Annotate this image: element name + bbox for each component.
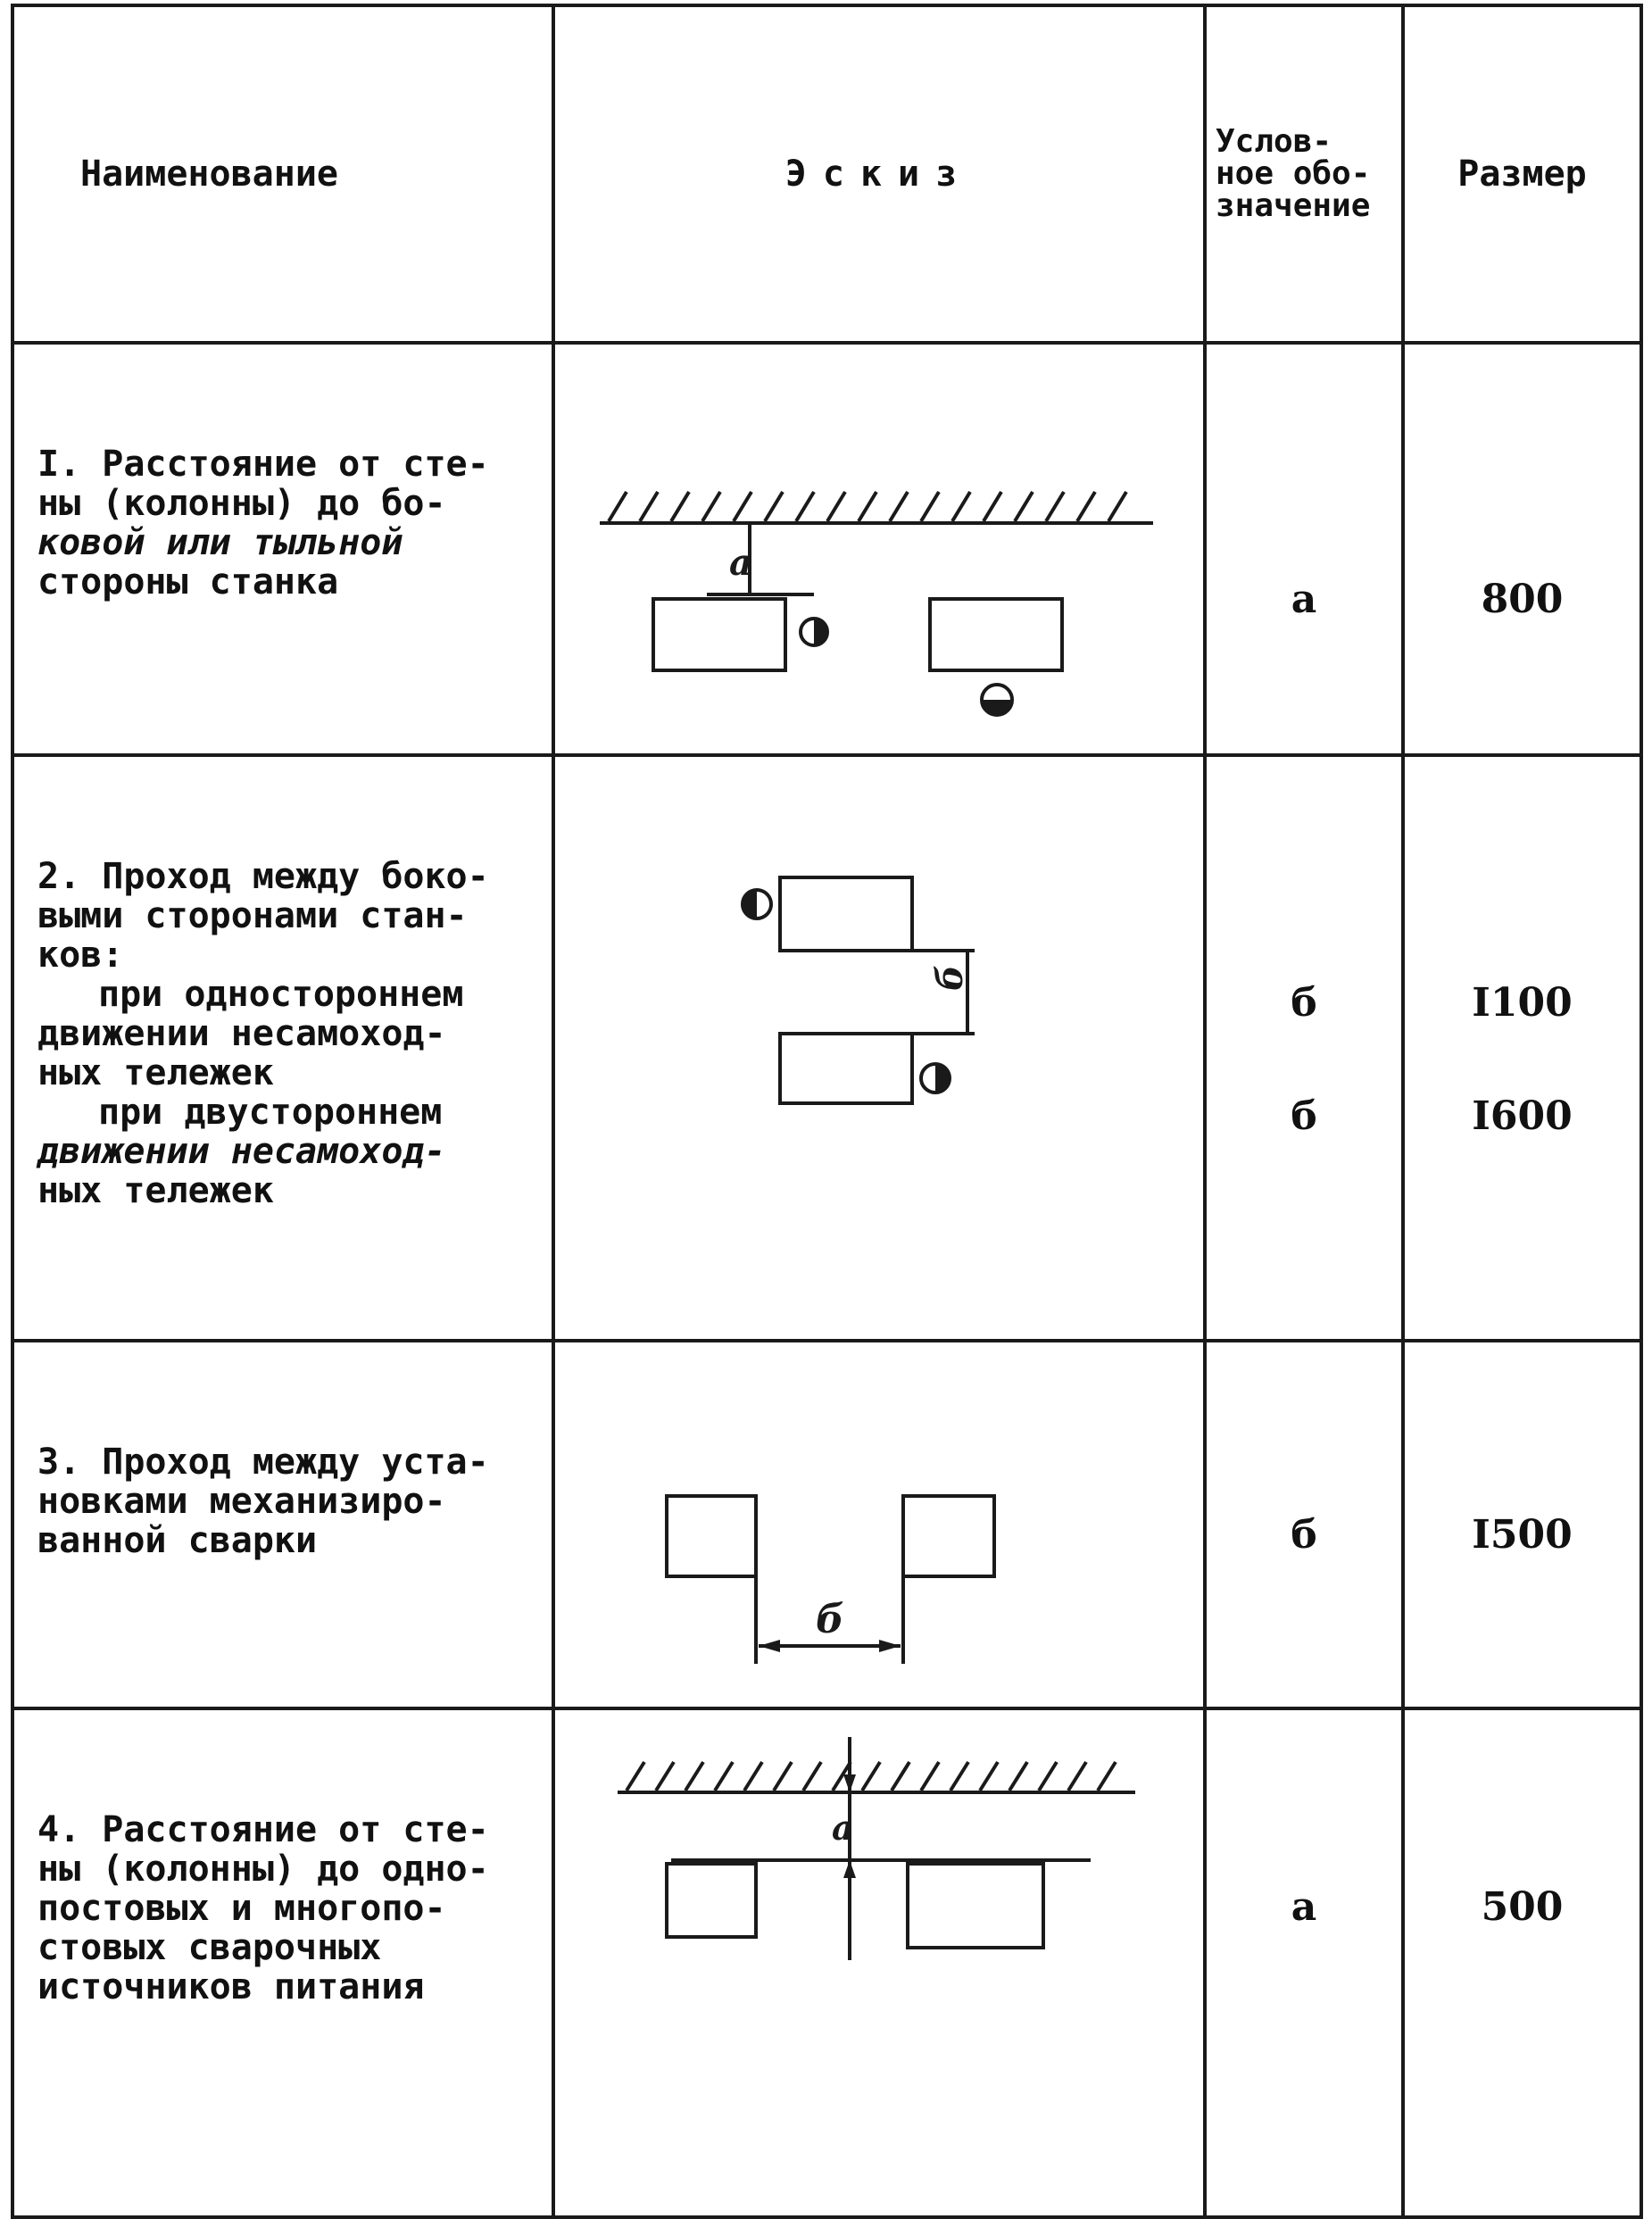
header-symbol: [1205, 5, 1403, 343]
name-line: ных тележек: [37, 1170, 274, 1211]
header-name: Наименование: [12, 5, 553, 343]
name-line: I. Расстояние от сте-: [37, 444, 489, 485]
name-line: ванной сварки: [37, 1520, 318, 1561]
name-line: движении несамоход-: [37, 1013, 446, 1054]
requirements-table: [11, 4, 1643, 2219]
size-value: I100: [1472, 980, 1573, 1026]
header-symbol-line: Услов-: [1216, 123, 1332, 160]
machine-rect: [908, 1864, 1043, 1948]
sketch-3: [553, 1341, 1205, 1708]
sketch-2: [553, 755, 1205, 1341]
sketch-3-drawing: [555, 1342, 1200, 1707]
sketch-1-drawing: [555, 345, 1200, 753]
symbol-value: б: [1291, 980, 1317, 1026]
table-row: [12, 1341, 1641, 1708]
symbol-value: б: [1291, 1093, 1317, 1139]
name-line: стовых сварочных: [37, 1927, 382, 1968]
name-line: стороны станка: [37, 561, 339, 603]
sketch-1: [553, 343, 1205, 755]
name-line: источников питания: [37, 1966, 425, 2007]
table-row: [12, 755, 1641, 1341]
name-line: движении несамоход-: [37, 1131, 446, 1172]
dimension-label: а: [832, 1808, 854, 1848]
sketch-4-drawing: [555, 1710, 1200, 2215]
row-size: [1403, 755, 1641, 1341]
symbol-value: а: [1291, 1884, 1317, 1930]
sketch-4: [553, 1708, 1205, 2217]
name-line: ны (колонны) до бо-: [37, 483, 446, 524]
dimension-label: б: [929, 965, 971, 991]
wall-hatch: [609, 492, 1126, 521]
dimension-label: б: [816, 1597, 844, 1642]
name-line: ных тележек: [37, 1052, 274, 1093]
row-symbol: [1205, 1708, 1403, 2217]
header-symbol-line: ное обо-: [1216, 155, 1371, 192]
machine-rect: [667, 1864, 756, 1937]
header-size: Размер: [1403, 5, 1641, 343]
table-row: [12, 1708, 1641, 2217]
symbol-value: а: [1291, 577, 1317, 622]
name-line: при двустороннем: [98, 1092, 443, 1133]
row-name: [12, 755, 553, 1341]
name-line: 3. Проход между уста-: [37, 1442, 489, 1483]
row-symbol: [1205, 343, 1403, 755]
name-line: ков:: [37, 935, 124, 976]
name-line: 4. Расстояние от сте-: [37, 1809, 489, 1850]
dimension-label: а: [729, 542, 752, 584]
size-value: 800: [1481, 577, 1564, 622]
row-size: [1403, 1708, 1641, 2217]
name-line: ны (колонны) до одно-: [37, 1849, 489, 1890]
name-line: при одностороннем: [98, 974, 464, 1015]
table-row: [12, 343, 1641, 755]
machine-rect: [653, 599, 785, 670]
name-line: постовых и многопо-: [37, 1888, 446, 1929]
header-sketch: Эскиз: [553, 5, 1205, 343]
name-line: выми сторонами стан-: [37, 895, 468, 936]
size-value: I600: [1472, 1093, 1573, 1139]
sketch-2-drawing: [555, 757, 1200, 1339]
header-row: [12, 5, 1641, 343]
size-value: 500: [1481, 1884, 1564, 1930]
row-name: [12, 343, 553, 755]
row-size: [1403, 343, 1641, 755]
machine-rect: [930, 599, 1062, 670]
name-line: ковой или тыльной: [37, 522, 403, 563]
wall-hatch: [627, 1762, 1116, 1791]
machine-rect: [903, 1496, 994, 1576]
symbol-value: б: [1291, 1512, 1317, 1558]
machine-rect: [780, 877, 912, 951]
row-name: [12, 1708, 553, 2217]
machine-rect: [780, 1034, 912, 1103]
header-symbol-line: значение: [1216, 187, 1371, 224]
row-symbol: [1205, 1341, 1403, 1708]
machine-rect: [667, 1496, 756, 1576]
name-line: 2. Проход между боко-: [37, 856, 489, 897]
name-line: новками механизиро-: [37, 1481, 446, 1522]
row-size: [1403, 1341, 1641, 1708]
row-symbol: [1205, 755, 1403, 1341]
size-value: I500: [1472, 1512, 1573, 1558]
row-name: [12, 1341, 553, 1708]
